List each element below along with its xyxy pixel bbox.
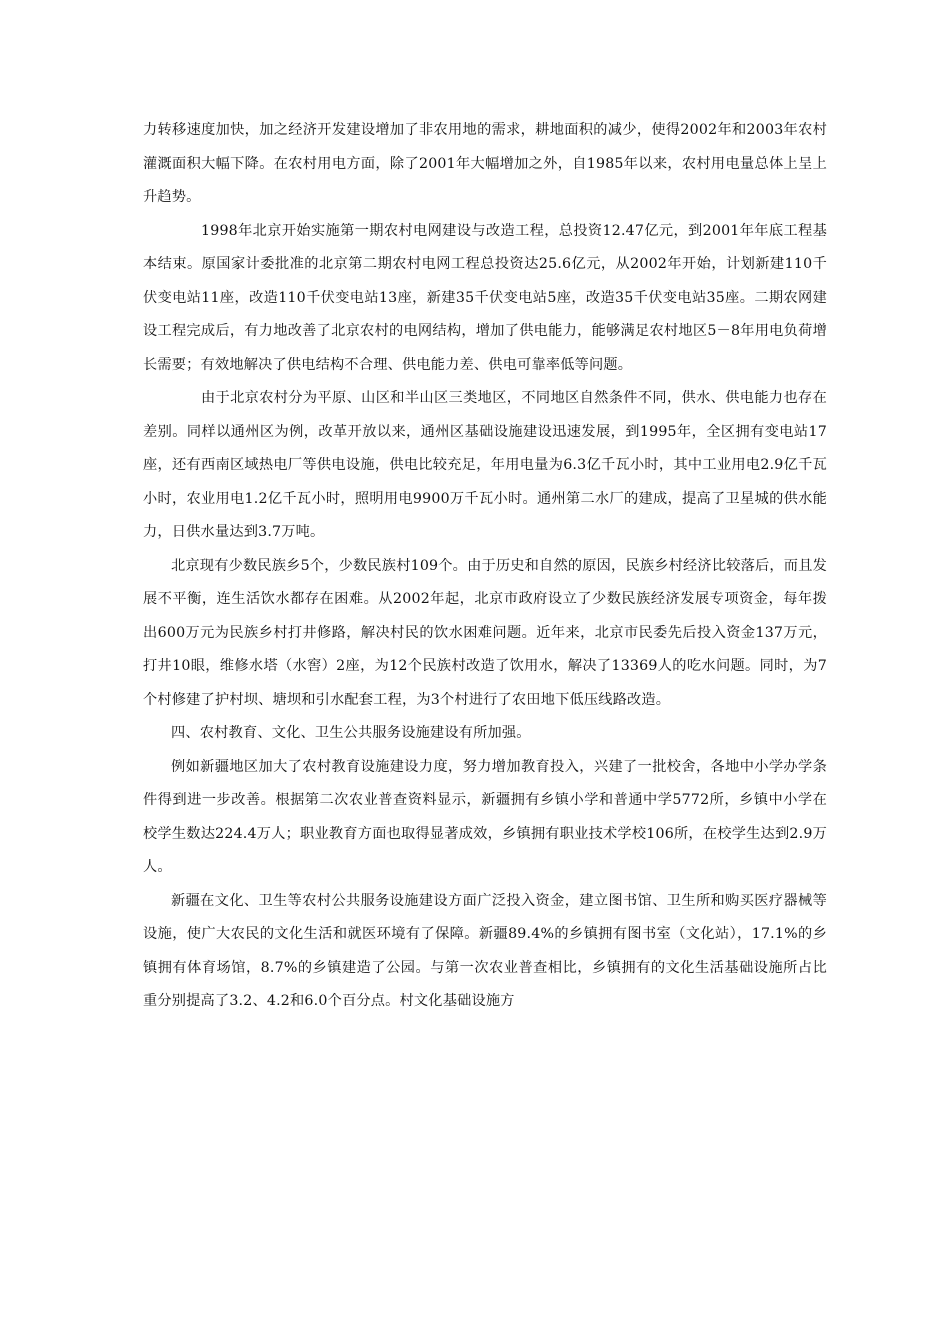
paragraph-3: 由于北京农村分为平原、山区和半山区三类地区，不同地区自然条件不同，供水、供电能力也存在差别。同样以通州区为例，改革开放以来，通州区基础设施建设迅速发展，到1995年，全区拥有变电站17座，还有西南区域热电厂等供电设施，供电比较充足，年用电量为6.3亿千瓦小时，其中工业用电2.9亿千瓦小时，农业用电1.2亿千瓦小时，照明用电9900万千瓦小时。通州第二水厂的建成，提高了卫星城的供水能力，日供水量达到3.7万吨。	[143, 390, 827, 540]
section-heading: 四、农村教育、文化、卫生公共服务设施建设有所加强。	[171, 725, 531, 741]
paragraph-4: 北京现有少数民族乡5个，少数民族村109个。由于历史和自然的原因，民族乡村经济比较落后，而且发展不平衡，连生活饮水都存在困难。从2002年起，北京市政府设立了少数民族经济发展专项资金，每年拨出600万元为民族乡村打井修路，解决村民的饮水困难问题。近年来，北京市民委先后投入资金137万元，打井10眼，维修水塔（水窖）2座，为12个民族村改造了饮用水，解决了13369人的吃水问题。同时，为7个村修建了护村坝、塘坝和引水配套工程，为3个村进行了农田地下低压线路改造。	[143, 557, 827, 708]
paragraph-1: 力转移速度加快，加之经济开发建设增加了非农用地的需求，耕地面积的减少，使得2002年和2003年农村灌溉面积大幅下降。在农村用电方面，除了2001年大幅增加之外，自1985年以来，农村用电量总体上呈上升趋势。	[143, 122, 827, 205]
document-body	[143, 114, 827, 1019]
paragraph-2: 1998年北京开始实施第一期农村电网建设与改造工程，总投资12.47亿元，到2001年年底工程基本结束。原国家计委批准的北京第二期农村电网工程总投资达25.6亿元，从2002年开始，计划新建110千伏变电站11座，改造110千伏变电站13座，新建35千伏变电站5座，改造35千伏变电站35座。二期农网建设工程完成后，有力地改善了北京农村的电网结构，增加了供电能力，能够满足农村地区5－8年用电负荷增长需要；有效地解决了供电结构不合理、供电能力差、供电可靠率低等问题。	[143, 222, 827, 373]
paragraph-5: 例如新疆地区加大了农村教育设施建设力度，努力增加教育投入，兴建了一批校舍，各地中小学办学条件得到进一步改善。根据第二次农业普查资料显示，新疆拥有乡镇小学和普通中学5772所，乡镇中小学在校学生数达224.4万人；职业教育方面也取得显著成效，乡镇拥有职业技术学校106所，在校学生达到2.9万人。	[143, 758, 827, 875]
paragraph-6: 新疆在文化、卫生等农村公共服务设施建设方面广泛投入资金，建立图书馆、卫生所和购买医疗器械等设施，使广大农民的文化生活和就医环境有了保障。新疆89.4%的乡镇拥有图书室（文化站），17.1%的乡镇拥有体育场馆，8.7%的乡镇建造了公园。与第一次农业普查相比，乡镇拥有的文化生活基础设施所占比重分别提高了3.2、4.2和6.0个百分点。村文化基础设施方	[143, 892, 827, 1009]
